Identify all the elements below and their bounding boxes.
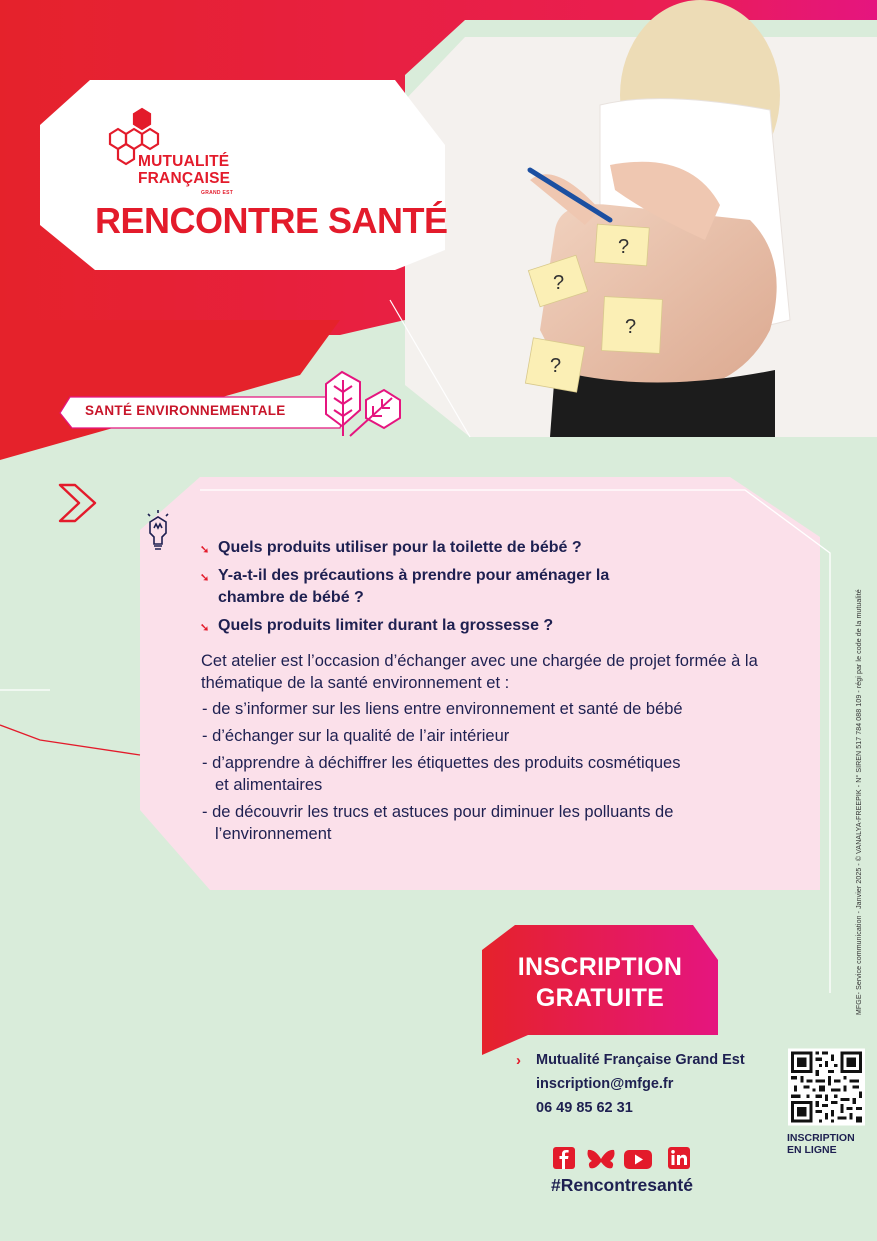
contact-info: [536, 1048, 745, 1120]
intro-text: Cet atelier est l’occasion d’échanger avec une chargée de projet formée à la thématique de la santé environnement et :: [201, 652, 758, 692]
facebook-icon[interactable]: [553, 1147, 575, 1169]
list-item: - d’échanger sur la qualité de l’air intérieur: [202, 727, 510, 745]
legal-text: MFGE- Service communication - Janvier 2025 - © VANALYA-FREEPIK - N° SIREN 517 784 088 109 - régi par le code de la mutualité: [856, 589, 863, 1015]
hashtag: #Rencontresanté: [551, 1175, 693, 1195]
lightbulb-icon: [144, 508, 172, 556]
linkedin-icon[interactable]: [668, 1147, 690, 1169]
brand-line1: MUTUALITÉ: [138, 153, 230, 170]
question-item: ➘ Y-a-t-il des précautions à prendre pour aménager la chambre de bébé ?: [200, 567, 610, 606]
svg-text:?: ?: [618, 236, 630, 258]
inscription-label: [505, 952, 695, 1014]
brand-name: [138, 153, 230, 187]
bullet-list: [202, 698, 812, 850]
chevron-right-small-icon: ›: [516, 1052, 521, 1069]
question-item: ➘ Quels produits utiliser pour la toilette de bébé ?: [200, 537, 700, 559]
theme-tag: SANTÉ ENVIRONNEMENTALE: [85, 403, 286, 418]
brand-line2: FRANÇAISE: [138, 170, 231, 187]
svg-text:?: ?: [550, 355, 562, 377]
qr-label-line1: INSCRIPTION: [787, 1132, 855, 1144]
svg-text:?: ?: [553, 272, 565, 294]
list-item: - de s’informer sur les liens entre environnement et santé de bébé: [202, 700, 683, 718]
chevron-right-icon: [57, 482, 99, 524]
page-title: RENCONTRE SANTÉ: [95, 200, 448, 241]
qr-label: [787, 1132, 855, 1156]
arrow-icon: ➘: [200, 544, 210, 556]
question-item: ➘ Quels produits limiter durant la grossesse ?: [200, 615, 700, 637]
list-item: - d’apprendre à déchiffrer les étiquettes des produits cosmétiques et alimentaires: [202, 754, 681, 794]
contact-org: Mutualité Française Grand Est: [536, 1052, 745, 1068]
brand-region: GRAND EST: [201, 190, 234, 196]
arrow-icon: ➘: [200, 622, 210, 634]
social-icons: [553, 1145, 693, 1173]
leaf-icon: [318, 366, 404, 440]
arrow-icon: ➘: [200, 572, 210, 584]
contact-email[interactable]: inscription@mfge.fr: [536, 1076, 674, 1092]
svg-text:?: ?: [625, 316, 637, 338]
qr-label-line2: EN LIGNE: [787, 1144, 837, 1156]
qr-code[interactable]: [788, 1047, 865, 1127]
list-item: - de découvrir les trucs et astuces pour diminuer les polluants de l’environnement: [202, 803, 674, 843]
inscription-line2: GRATUITE: [535, 984, 665, 1012]
youtube-icon[interactable]: [624, 1150, 652, 1169]
questions-list: [200, 537, 700, 643]
inscription-line1: INSCRIPTION: [517, 953, 683, 981]
left-red-block: [0, 320, 340, 460]
bluesky-icon[interactable]: [588, 1150, 615, 1168]
contact-phone[interactable]: 06 49 85 62 31: [536, 1100, 633, 1116]
